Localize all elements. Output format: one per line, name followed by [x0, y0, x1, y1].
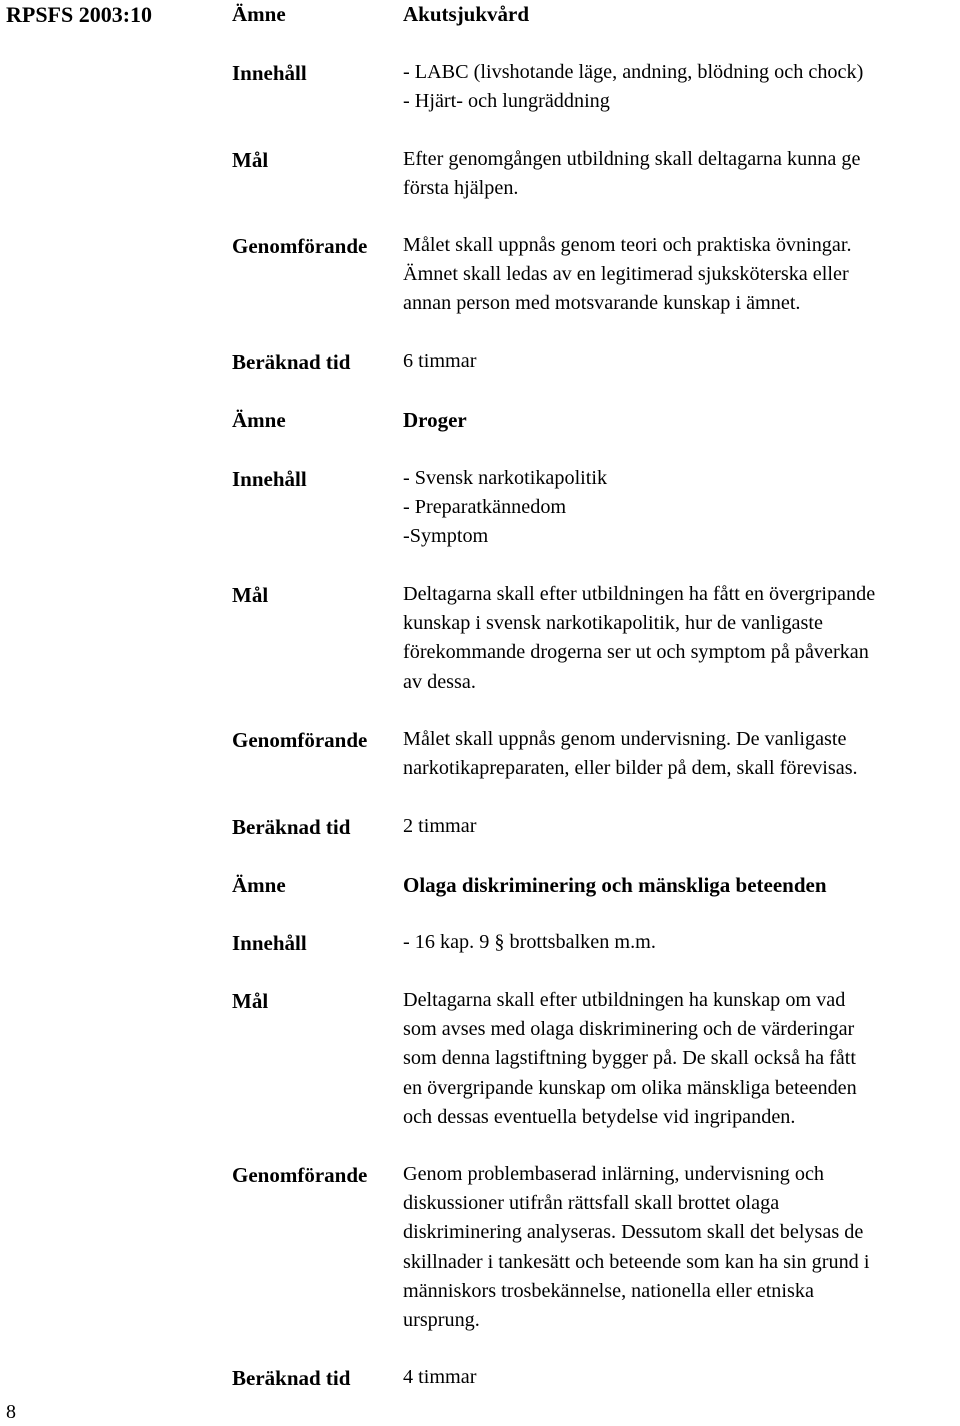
goal-label: Mål — [232, 148, 269, 172]
implementation-value: Genom problembaserad inlärning, undervisning och diskussioner utifrån rättsfall skall brottet olaga diskriminering analyseras. Dessutom skall det belysas de skillnader i tankesätt och beteende som kan ha sin grund i människors trosbekännelse, nationella eller etniska ursprung. — [403, 1163, 870, 1332]
document-header-title: RPSFS 2003:10 — [6, 2, 153, 27]
implementation-label: Genomförande — [232, 728, 368, 752]
content-label: Innehåll — [232, 61, 307, 85]
implementation-value: Målet skall uppnås genom undervisning. De vanligaste narkotikapreparaten, eller bilder på dem, skall förevisas. — [403, 728, 858, 780]
goal-value: Deltagarna skall efter utbildningen ha fått en övergripande kunskap i svensk narkotikapolitik, hur de vanligaste förekommande drogerna ser ut och symptom på påverkan av dessa. — [403, 583, 876, 693]
subject-label: Ämne — [232, 2, 286, 26]
goal-label: Mål — [232, 989, 269, 1013]
implementation-value: Målet skall uppnås genom teori och praktiska övningar. Ämnet skall ledas av en legitimerad sjuksköterska eller annan person med motsvarande kunskap i ämnet. — [403, 234, 852, 315]
estimated-time-value: 4 timmar — [403, 1366, 477, 1388]
subject-value: Droger — [403, 408, 467, 432]
estimated-time-value: 6 timmar — [403, 350, 477, 372]
content-label: Innehåll — [232, 931, 307, 955]
subject-label: Ämne — [232, 873, 286, 897]
implementation-label: Genomförande — [232, 1163, 368, 1187]
subject-value: Olaga diskriminering och mänskliga beteenden — [403, 873, 827, 897]
subject-value: Akutsjukvård — [403, 2, 530, 26]
estimated-time-value: 2 timmar — [403, 815, 477, 837]
page-number: 8 — [6, 1401, 16, 1423]
goal-label: Mål — [232, 583, 269, 607]
content-value: - Svensk narkotikapolitik - Preparatkännedom -Symptom — [403, 467, 608, 548]
subject-label: Ämne — [232, 408, 286, 432]
goal-value: Efter genomgången utbildning skall deltagarna kunna ge första hjälpen. — [403, 148, 861, 200]
implementation-label: Genomförande — [232, 234, 368, 258]
content-value: - 16 kap. 9 § brottsbalken m.m. — [403, 931, 656, 953]
estimated-time-label: Beräknad tid — [232, 815, 351, 839]
content-label: Innehåll — [232, 467, 307, 491]
estimated-time-label: Beräknad tid — [232, 350, 351, 374]
goal-value: Deltagarna skall efter utbildningen ha kunskap om vad som avses med olaga diskriminering och de värderingar som denna lagstiftning bygger på. De skall också ha fått en övergripande kunskap om olika mänskliga beteenden och dessas eventuella betydelse vid ingripanden. — [403, 989, 857, 1128]
content-value: - LABC (livshotande läge, andning, blödning och chock) - Hjärt- och lungräddning — [403, 61, 864, 113]
estimated-time-label: Beräknad tid — [232, 1366, 351, 1390]
